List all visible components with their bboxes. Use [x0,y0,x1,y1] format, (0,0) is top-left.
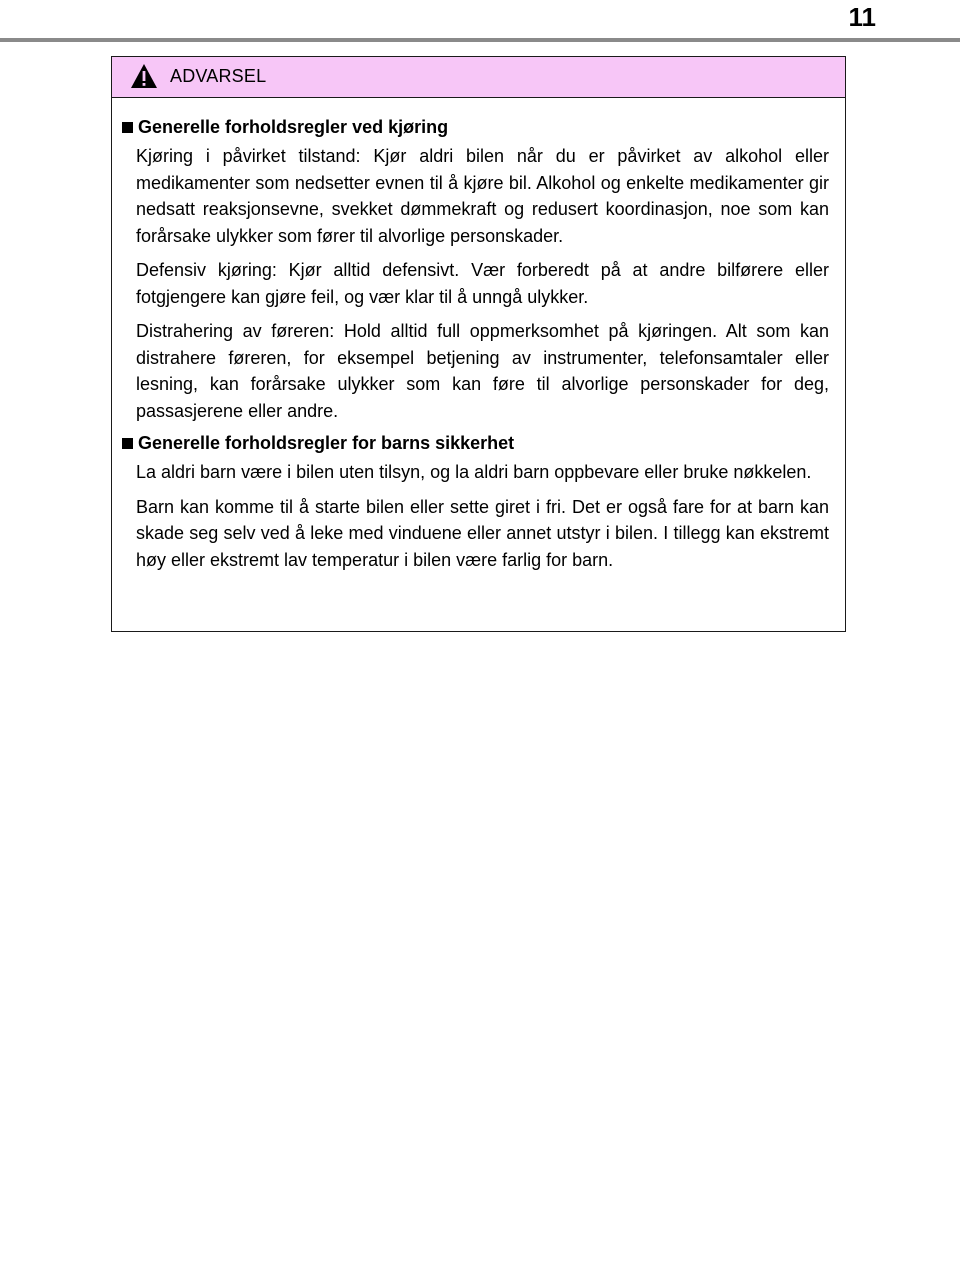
square-bullet-icon [122,438,133,449]
section-heading [122,114,829,140]
paragraph: La aldri barn være i bilen uten tilsyn, og la aldri barn oppbevare eller bruke nøkkelen. [136,462,812,482]
page-number: 11 [848,2,876,32]
header-rule [0,38,960,42]
paragraph: Defensiv kjøring: Kjør alltid defensivt. Vær forberedt på at andre bilførere eller fotgjengere kan gjøre feil, og vær klar til å unngå ulykker. [136,260,829,307]
paragraph: Kjøring i påvirket tilstand: Kjør aldri bilen når du er påvirket av alkohol eller medikamenter som nedsetter evnen til å kjøre bil. Alkohol og enkelte medikamenter gir nedsatt reaksjonsevne, svekket dømmekraft og redusert koordinasjon, noe som kan forårsake ulykker som fører til alvorlige personskader. [136,146,829,246]
warning-header [112,57,845,98]
warning-triangle-icon [130,63,158,89]
warning-body [112,98,845,573]
section-heading-text: Generelle forholdsregler for barns sikkerhet [138,433,515,453]
section-heading-text: Generelle forholdsregler ved kjøring [138,117,449,137]
square-bullet-icon [122,122,133,133]
paragraph: Barn kan komme til å starte bilen eller sette giret i fri. Det er også fare for at barn kan skade seg selv ved å leke med vinduene eller annet utstyr i bilen. I tillegg kan ekstremt høy eller ekstremt lav temperatur i bilen være farlig for barn. [136,496,829,570]
warning-title: ADVARSEL [170,66,267,86]
section-heading [122,430,829,456]
paragraph: Distrahering av føreren: Hold alltid full oppmerksomhet på kjøringen. Alt som kan distrahere føreren, for eksempel betjening av instrumenter, telefonsamtaler eller lesning, kan forårsake ulykker som kan føre til alvorlige personskader for deg, passasjerene eller andre. [136,321,829,421]
warning-box [111,56,846,632]
